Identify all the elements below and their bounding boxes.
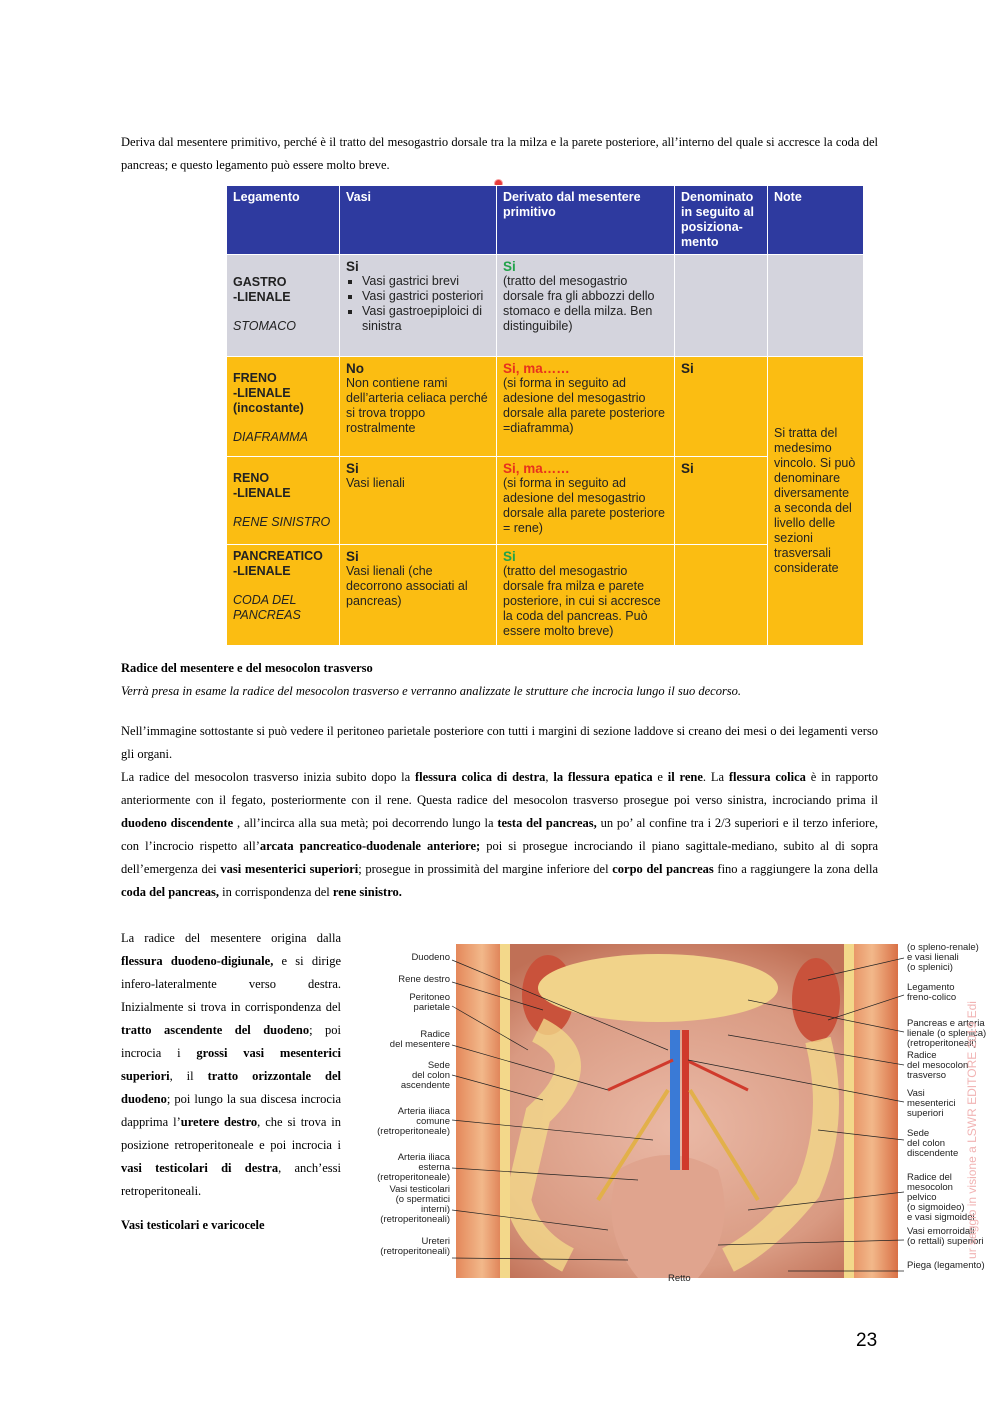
section-title: Radice del mesentere e del mesocolon trasverso <box>121 661 373 675</box>
table-row <box>227 357 864 457</box>
ligament-organ: RENE SINISTRO <box>233 515 331 529</box>
vasi-list <box>346 274 490 334</box>
header-note: Note <box>768 186 864 255</box>
vasi-answer: Si <box>346 549 359 564</box>
figure-label: Vasi emorroidali (o rettali) superiori <box>907 1226 984 1247</box>
anatomy-illustration <box>368 940 992 1282</box>
list-item: ▪ Vasi gastroepiploici di sinistra <box>362 304 490 334</box>
vasi-cell <box>340 357 497 457</box>
page-number: 23 <box>856 1330 878 1351</box>
derivato-cell <box>497 545 675 646</box>
figure-label: Radice del mesentere <box>389 1029 450 1050</box>
derivato-cell <box>497 457 675 545</box>
ligament-name: GASTRO -LIENALE <box>233 275 291 304</box>
header-derivato: Derivato dal mesentere primitivo <box>497 186 675 255</box>
figure-label: Piega (legamento) <box>907 1260 985 1271</box>
intro-paragraph: Deriva dal mesentere primitivo, perché è il tratto del mesogastrio dorsale tra la milza e la parete posteriore, all’interno del quale si accresce la coda del pancreas; e questo legamento può essere molto breve. <box>121 134 878 172</box>
header-vasi: Vasi <box>340 186 497 255</box>
denominato-cell <box>675 255 768 357</box>
figure-label: Duodeno <box>411 952 450 963</box>
figure-label: Pancreas e arteria lienale (o splenica) (retroperitoneali) <box>907 1018 987 1049</box>
ligament-cell <box>227 457 340 545</box>
derivato-answer: Si, ma…… <box>503 361 570 376</box>
vasi-answer: Si <box>346 461 359 476</box>
derivato-text: (si forma in seguito ad adesione del mesogastrio dorsale alla parete posteriore = rene) <box>503 476 665 535</box>
derivato-text: (tratto del mesogastrio dorsale fra milza e parete posteriore, in cui si accresce la coda del pancreas. Può essere molto breve) <box>503 564 661 638</box>
paragraph-nell: Nell’immagine sottostante si può vedere il peritoneo parietale posteriore con tutti i margini di sezione laddove si creano dei mesi o dei legamenti verso gli organi. <box>121 723 878 761</box>
figure-left-labels <box>377 952 451 1257</box>
figure-label: Arteria iliaca esterna (retroperitoneale) <box>377 1152 450 1183</box>
figure-label: Ureteri (retroperitoneali) <box>380 1236 450 1257</box>
figure-label: Radice del mesocolon pelvico (o sigmoideo) e vasi sigmoidei <box>907 1172 975 1223</box>
derivato-text: (tratto del mesogastrio dorsale fra gli abbozzi dello stomaco e della milza. Ben distinguibile) <box>503 274 655 333</box>
figure-label: Sede del colon ascendente <box>400 1060 450 1091</box>
ligament-cell <box>227 545 340 646</box>
ligament-organ: STOMACO <box>233 319 296 333</box>
figure-label: (o spleno-renale) e vasi lienali (o splenici) <box>907 942 979 973</box>
ligament-table <box>226 185 864 646</box>
header-denominato: Denominato in seguito al posiziona-mento <box>675 186 768 255</box>
figure-label: Sede del colon discendente <box>907 1128 959 1159</box>
figure-label: Radice del mesocolon trasverso <box>907 1050 969 1081</box>
ligament-organ: CODA DEL PANCREAS <box>233 593 301 622</box>
figure-bottom-label: Retto <box>668 1273 691 1282</box>
derivato-answer: Si <box>503 549 516 564</box>
derivato-cell <box>497 255 675 357</box>
derivato-answer: Si <box>503 259 516 274</box>
vasi-text: Non contiene rami dell’arteria celiaca perché si trova troppo rostralmente <box>346 376 488 435</box>
figure-label: Vasi testicolari (o spermatici interni) (retroperitoneali) <box>380 1184 450 1225</box>
vasi-cell <box>340 255 497 357</box>
figure-label: Arteria iliaca comune (retroperitoneale) <box>377 1106 450 1137</box>
ligament-organ: DIAFRAMMA <box>233 430 308 444</box>
section-intro: Verrà presa in esame la radice del mesocolon trasverso e verranno analizzate le strutture che incrocia lungo il suo decorso. <box>121 684 742 698</box>
figure-label: Rene destro <box>398 974 450 985</box>
denominato-cell: Si <box>675 357 768 457</box>
vasi-text: Vasi lienali (che decorrono associati al pancreas) <box>346 564 468 608</box>
note-cell-empty <box>768 255 864 357</box>
derivato-answer: Si, ma…… <box>503 461 570 476</box>
figure-label: Peritoneo parietale <box>409 992 450 1013</box>
section-title-vasi: Vasi testicolari e varicocele <box>121 1218 265 1232</box>
note-cell: Si tratta del medesimo vincolo. Si può denominare diversamente a seconda del livello delle sezioni trasversali considerate <box>768 357 864 646</box>
vasi-answer: No <box>346 361 364 376</box>
ligament-name: PANCREATICO -LIENALE <box>233 549 323 578</box>
figure-label: Vasi mesenterici superiori <box>907 1088 956 1119</box>
table-row <box>227 255 864 357</box>
list-item: ▪ Vasi gastrici posteriori <box>362 289 490 304</box>
paragraph-radice-mesocolon: La radice del mesocolon trasverso inizia subito dopo la flessura colica di destra, la flessura epatica e il rene. La flessura colica è in rapporto anteriormente con il fegato, posteriormente con il rene. Questa radice del mesocolon trasverso prosegue poi verso sinistra, incrociando prima il duodeno discendente , all’incirca alla sua metà; poi decorrendo lungo la testa del pancreas, un po’ al confine tra i 2/3 superiori e il terzo inferiore, con l’incrocio rispetto all’arcata pancreatico-duodenale anteriore; poi si prosegue incrociando il piano sagittale-mediano, subito al di sopra dell’emergenza dei vasi mesenterici superiori; prosegue in prossimità del margine inferiore del corpo del pancreas fino a raggiungere la zona della coda del pancreas, in corrispondenza del rene sinistro. <box>121 769 879 899</box>
ligament-cell <box>227 357 340 457</box>
vasi-cell <box>340 545 497 646</box>
vasi-cell <box>340 457 497 545</box>
vasi-text: Vasi lienali <box>346 476 405 490</box>
derivato-text: (si forma in seguito ad adesione del mesogastrio dorsale alla parete posteriore =diaframma) <box>503 376 665 435</box>
denominato-cell: Si <box>675 457 768 545</box>
ligament-name: RENO -LIENALE <box>233 471 291 500</box>
ligament-name: FRENO -LIENALE (incostante) <box>233 371 304 415</box>
figure-label: Legamento freno-colico <box>907 982 957 1003</box>
paragraph-radice-mesentere: La radice del mesentere origina dalla flessura duodeno-digiunale, e si dirige infero-lateralmente verso destra. Inizialmente si trova in corrispondenza del tratto ascendente del duodeno; poi incrocia i grossi vasi mesenterici superiori, il tratto orizzontale del duodeno; poi lungo la sua discesa incrocia dapprima l’uretere destro, che si trova in posizione retroperitoneale e poi incrocia i vasi testicolari di destra, anch’essi retroperitoneali. <box>121 930 342 1198</box>
derivato-cell <box>497 357 675 457</box>
vasi-answer: Si <box>346 259 359 274</box>
list-item: ▪ Vasi gastrici brevi <box>362 274 490 289</box>
watermark-text: ur saggio in visione a LSWR EDITORE 2019 Edi <box>965 1001 979 1259</box>
header-legamento: Legamento <box>227 186 340 255</box>
denominato-cell <box>675 545 768 646</box>
table-header-row <box>227 186 864 255</box>
ligament-cell <box>227 255 340 357</box>
